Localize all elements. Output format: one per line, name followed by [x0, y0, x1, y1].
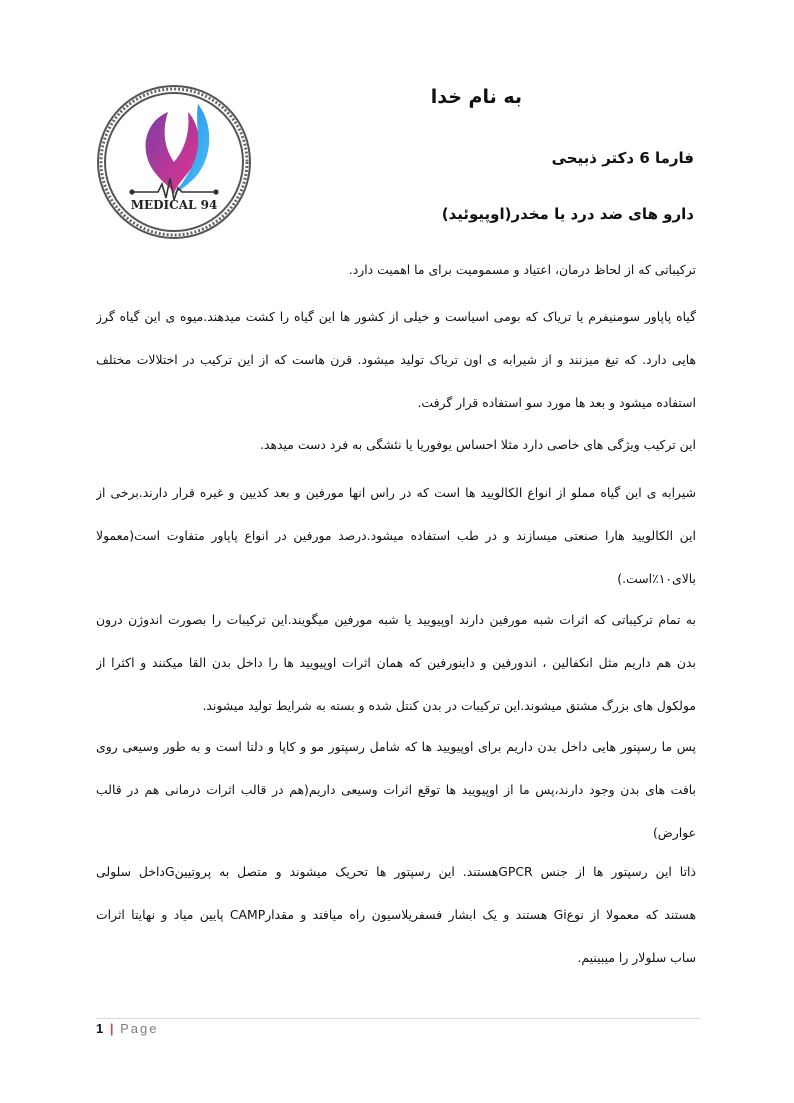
page-label: Page	[120, 1021, 159, 1036]
paragraph-line: استفاده میشود و بعد ها مورد سو استفاده قرار گرفت.	[417, 395, 696, 410]
paragraph-opioids	[96, 610, 696, 739]
logo-wordmark: MEDICAL 94	[130, 198, 218, 212]
paragraph-line: گیاه پاپاور سومنیفرم یا تریاک که بومی اسیاست و خیلی از کشور ها این گیاه را کشت میدهند.میوه ی این گیاه گرز	[96, 309, 696, 324]
footer-divider	[96, 1018, 700, 1019]
paragraph-line: بالای۱۰٪است.)	[617, 571, 696, 586]
paragraph-receptors	[96, 737, 696, 866]
medical-94-logo	[94, 82, 254, 242]
paragraph-line: بافت های بدن وجود دارند،پس ما از اوپیویید ها توقع اثرات وسیعی داریم(هم در قالب اثرات درمانی هم در قالب	[96, 782, 696, 797]
paragraph-line: هستند که معمولا از نوعGi هستند و یک ابشار فسفریلاسیون راه میافتد و مقدارCAMP پایین میاد و نهایتا اثرات	[96, 907, 696, 922]
paragraph-line: ذاتا این رسپتور ها از جنس GPCRهستند. این رسپتور ها تحریک میشوند و متصل به پروتیینGداخل سلولی	[96, 864, 696, 879]
paragraph-line: شیرابه ی این گیاه مملو از انواع الکالویید ها است که در راس انها مورفین و بعد کدیین و غیره قرار دارند.برخی از	[96, 485, 696, 500]
paragraph-line: بدن هم داریم مثل انکفالین ، اندورفین و داینورفین که همان اثرات اوپیویید ها را داخل بدن القا میکنند و اکثرا از	[96, 655, 696, 670]
paragraph-papaver	[96, 307, 696, 436]
paragraph-line: این الکالویید هارا صنعتی میسازند و در طب استفاده میشود.درصد مورفین در انواع پاپاور متفاوت است(معمولا	[96, 528, 696, 543]
footer-separator: |	[109, 1021, 114, 1036]
topic-heading: دارو های ضد درد یا مخدر(اوپیوئید)	[441, 205, 694, 223]
page-title: به نام خدا	[430, 86, 522, 108]
paragraph-line: به تمام ترکیباتی که اثرات شبه مورفین دارند اوپیویید یا شبه مورفین میگویند.این ترکیبات را بصورت اندوژن درون	[96, 612, 696, 627]
paragraph-line: ترکیباتی که از لحاظ درمان، اعتیاد و مسمومیت برای ما اهمیت دارد.	[348, 262, 696, 277]
paragraph-line: عوارض)	[652, 825, 696, 840]
paragraph-line: مولکول های بزرگ مشتق میشوند.این ترکیبات در بدن کنتل شده و بسته به شرایط تولید میشوند.	[202, 698, 696, 713]
paragraph-euphoria	[96, 435, 696, 478]
paragraph-line: ساب سلولار را میبینیم.	[577, 950, 696, 965]
page-footer	[96, 1021, 159, 1036]
paragraph-line: پس ما رسپتور هایی داخل بدن داریم برای اوپیویید ها که شامل رسپتور مو و کاپا و دلتا است و به طور وسیعی روی	[96, 739, 696, 754]
logo-emblem	[94, 82, 254, 242]
paragraph-alkaloids	[96, 483, 696, 612]
course-heading: فارما 6 دکتر ذبیحی	[551, 149, 694, 167]
paragraph-line: این ترکیب ویژگی های خاصی دارد مثلا احساس یوفوریا یا نئشگی به فرد دست میدهد.	[260, 437, 696, 452]
paragraph-line: هایی دارد. که تیغ میزنند و از شیرابه ی اون تریاک تولید میشود. قرن هاست که از این ترکیب در اختلالات مختلف	[96, 352, 696, 367]
page-number: 1	[96, 1021, 104, 1036]
paragraph-gpcr	[96, 862, 696, 991]
paragraph-intro	[96, 260, 696, 303]
